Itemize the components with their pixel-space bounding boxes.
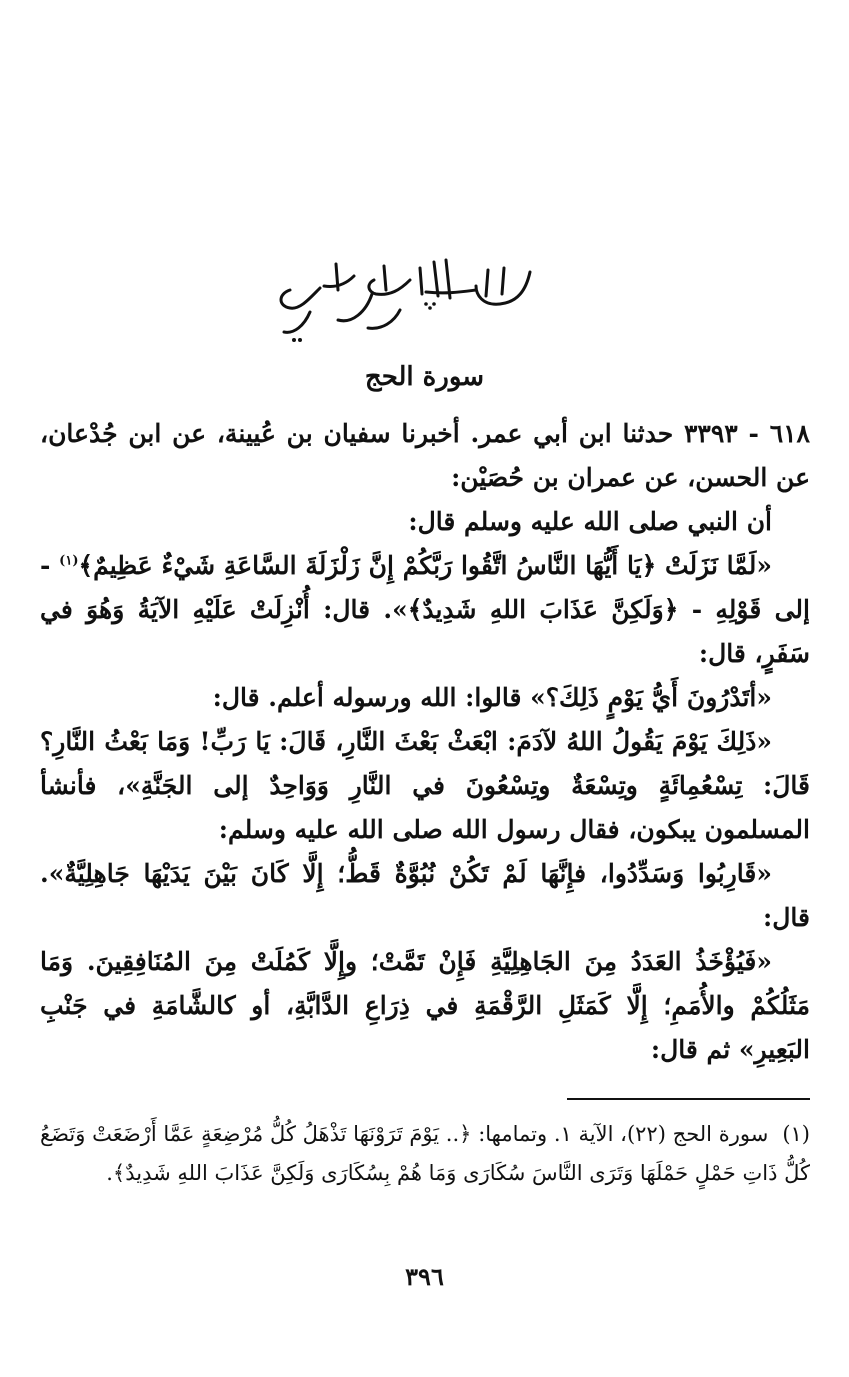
hadith-paragraph-5: «قَارِبُوا وَسَدِّدُوا، فإِنَّهَا لَمْ تَكُنْ نُبُوَّةٌ قَطُّ؛ إِلَّا كَانَ بَيْنَ يَدَيْهَا جَاهِلِيَّةٌ». قال: — [40, 859, 810, 932]
hadith-paragraph-4: «ذَلِكَ يَوْمَ يَقُولُ اللهُ لآدَمَ: ابْعَثْ بَعْثَ النَّارِ، قَالَ: يَا رَبِّ! وَمَا بَعْثُ النَّارِ؟ قَالَ: تِسْعُمِائَةٍ وتِسْعَةٌ وتِسْعُونَ في النَّارِ وَوَاحِدٌ إلى الجَنَّةِ»، فأنشأ المسلمون يبكون، فقال رسول الله صلى الله عليه وسلم: — [40, 727, 810, 844]
hadith-paragraph-3: «أتَدْرُونَ أَيُّ يَوْمٍ ذَلِكَ؟» قالوا: الله ورسوله أعلم. قال: — [212, 683, 772, 712]
footnote-text: سورة الحج (٢٢)، الآية ١. وتمامها: ﴿.. يَوْمَ تَرَوْنَهَا تَذْهَلُ كُلُّ مُرْضِعَةٍ عَمَّا أَرْضَعَتْ وَتَضَعُ كُلُّ ذَاتِ حَمْلٍ حَمْلَهَا وَتَرَى النَّاسَ سُكَارَى وَمَا هُمْ بِسُكَارَى وَلَكِنَّ عَذَابَ اللهِ شَدِيدٌ﴾. — [40, 1122, 810, 1185]
hadith-isnad: ٦١٨ - ٣٣٩٣ حدثنا ابن أبي عمر. أخبرنا سفيان بن عُيينة، عن ابن جُدْعان، عن الحسن، عن عمران بن حُصَيْن: — [40, 419, 810, 492]
hadith-paragraph-2 — [40, 544, 810, 676]
hadith-paragraph-1: أن النبي صلى الله عليه وسلم قال: — [408, 507, 772, 536]
page-number: ٣٩٦ — [405, 1262, 444, 1291]
basmala-calligraphy-drawing — [250, 250, 550, 350]
surah-title: سورة الحج — [364, 362, 485, 392]
hadith-body — [40, 412, 810, 1072]
hadith-verse-quote: «لَمَّا نَزَلَتْ ﴿يَا أَيُّهَا النَّاسُ اتَّقُوا رَبَّكُمْ إِنَّ زَلْزَلَةَ السَّاعَةِ شَيْءٌ عَظِيمٌ﴾ — [78, 551, 772, 580]
hadith-paragraph-6: «فَيُؤْخَذُ العَدَدُ مِنَ الجَاهِلِيَّةِ فَإِنْ تَمَّتْ؛ وإِلَّا كَمُلَتْ مِنَ المُنَافِقِينَ. وَمَا مَثَلُكُمْ والأُمَمِ؛ إِلَّا كَمَثَلِ الرَّقْمَةِ في ذِرَاعِ الدَّابَّةِ، أو كالشَّامَةِ في جَنْبِ البَعِيرِ» ثم قال: — [40, 947, 810, 1064]
footnote — [40, 1115, 810, 1193]
footnote-reference: (١) — [59, 553, 79, 569]
basmala-calligraphy — [250, 250, 550, 350]
footnote-number: (١) — [782, 1122, 810, 1146]
hadith-verse-continuation: - إلى قَوْلِهِ - ﴿وَلَكِنَّ عَذَابَ اللهِ شَدِيدٌ﴾». قال: أُنْزِلَتْ عَلَيْهِ الآيَةُ وَهُوَ في سَفَرٍ، قال: — [40, 551, 810, 668]
footnote-divider — [567, 1098, 810, 1100]
